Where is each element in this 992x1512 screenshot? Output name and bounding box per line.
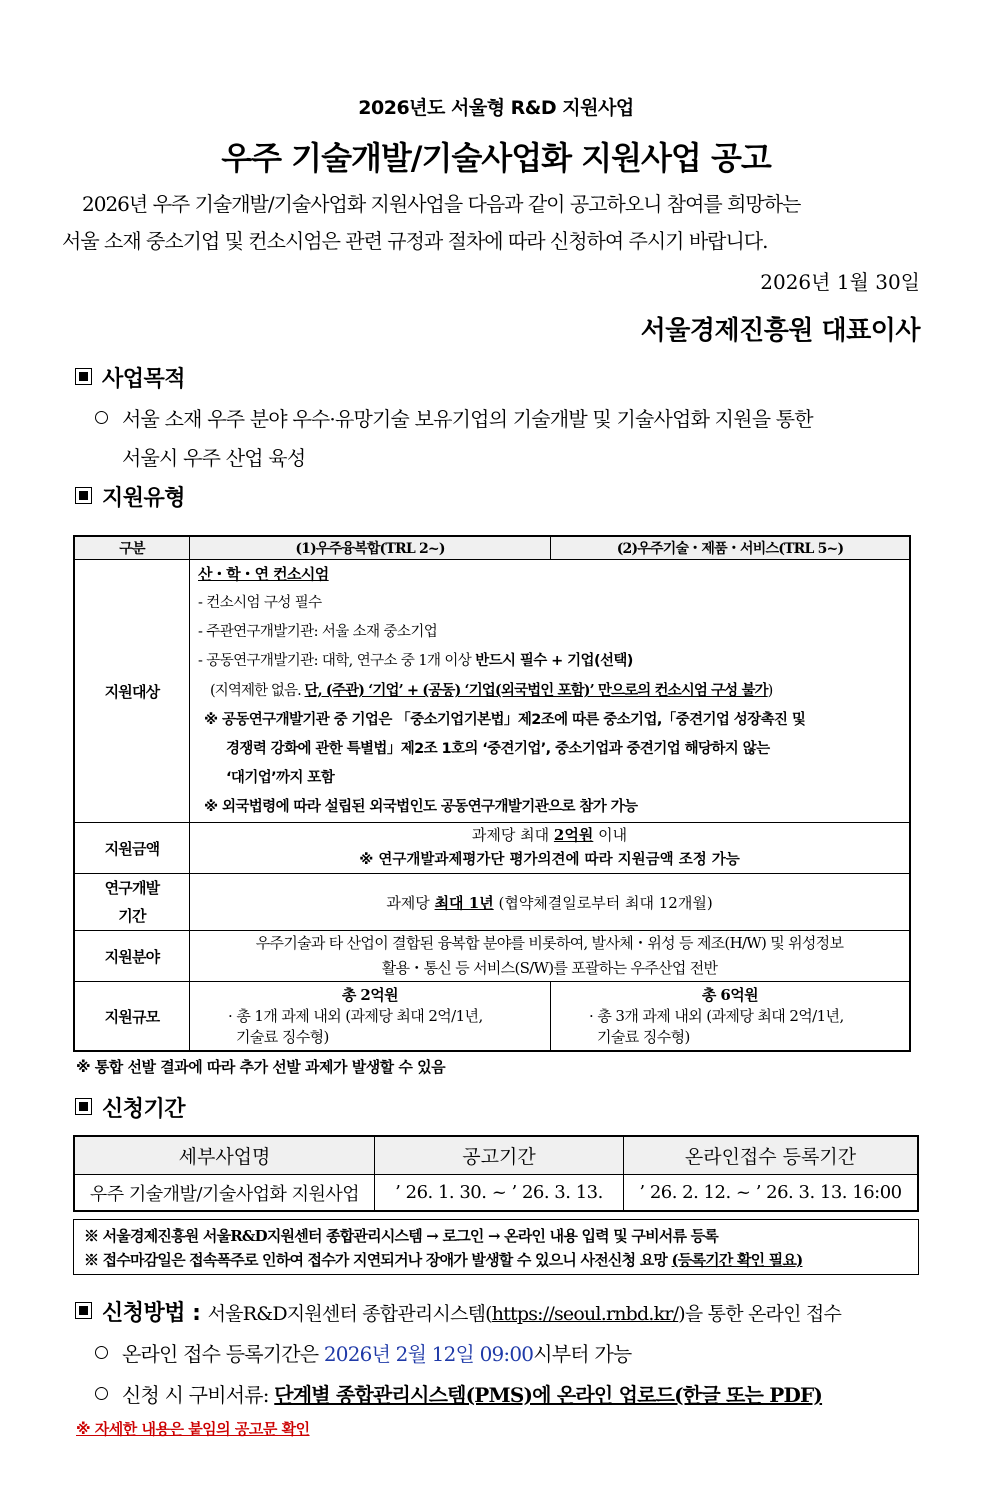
scale-detail: 기술료 징수형): [236, 1027, 329, 1046]
section-heading-purpose: 사업목적: [75, 362, 185, 393]
apply-method: 서울R&D지원센터 종합관리시스템(https://seoul.rnbd.kr/)을 통한 온라인 접수: [207, 1303, 841, 1325]
table-cell: ’ 26. 2. 12. ~ ’ 26. 3. 13. 16:00: [624, 1175, 919, 1212]
target-note-1-cont: 경쟁력 강화에 관한 특별법」제2조 1호의 ‘중견기업’, 중소기업과 중견기업 해당하지 않는: [226, 741, 770, 757]
circle-bullet-icon: [95, 411, 108, 424]
table-header-cell: 공고기간: [375, 1136, 624, 1175]
field-line: 우주기술과 타 산업이 결합된 융복합 분야를 비롯하여, 발사체・위성 등 제조(H/W) 및 위성정보: [255, 934, 844, 952]
target-note-1-cont: ‘대기업’까지 포함: [226, 770, 335, 786]
circle-bullet-icon: [95, 1346, 108, 1359]
amount-cell: [190, 823, 911, 874]
scale-detail: 기술료 징수형): [597, 1027, 690, 1046]
row-label: 지원금액: [74, 823, 190, 874]
table-row-target: [74, 560, 910, 823]
table-row-field: [74, 931, 910, 982]
field-line: 활용・통신 등 서비스(S/W)를 포괄하는 우주산업 전반: [381, 959, 718, 977]
period-note-2: ※ 접수마감일은 접속폭주로 인하여 접수가 지연되거나 장애가 발생할 수 있으니 사전신청 요망 (등록기간 확인 필요): [84, 1251, 803, 1269]
table-header-cell: (1)우주융복합(TRL 2~): [190, 536, 551, 560]
amount-note: ※ 연구개발과제평가단 평가의견에 따라 지원금액 조정 가능: [359, 852, 740, 868]
support-type-table: [73, 535, 911, 1052]
apply-item-1: 온라인 접수 등록기간은 2026년 2월 12일 09:00시부터 가능: [95, 1338, 631, 1367]
period-note-box: [73, 1219, 919, 1275]
table-cell: 우주 기술개발/기술사업화 지원사업: [74, 1175, 375, 1212]
purpose-item-cont: 서울시 우주 산업 육성: [122, 446, 306, 470]
table-header-row: [74, 536, 910, 560]
scale-title: 총 2억원: [341, 985, 399, 1004]
target-note-2: ※ 외국법령에 따라 설립된 외국법인도 공동연구개발기관으로 참가 가능: [204, 799, 638, 815]
table-cell: ’ 26. 1. 30. ~ ’ 26. 3. 13.: [375, 1175, 624, 1212]
table-header-cell: 온라인접수 등록기간: [624, 1136, 919, 1175]
table-row-period: [74, 874, 910, 931]
organization-signature: 서울경제진흥원 대표이사: [640, 316, 920, 346]
square-bullet-icon: [75, 368, 92, 385]
section-heading-period: 신청기간: [75, 1092, 185, 1123]
scale-cell-1: [190, 982, 551, 1052]
square-bullet-icon: [75, 1302, 92, 1319]
table-header-row: [74, 1136, 918, 1175]
pms-link[interactable]: https://seoul.rnbd.kr/: [491, 1303, 679, 1325]
row-label: 지원분야: [74, 931, 190, 982]
apply-item-2: 신청 시 구비서류: 단계별 종합관리시스템(PMS)에 온라인 업로드(한글 또는 PDF): [95, 1379, 822, 1408]
table-row-amount: [74, 823, 910, 874]
period-cell: 과제당 최대 1년 (협약체결일로부터 최대 12개월): [190, 874, 911, 931]
application-period-table: [73, 1135, 919, 1212]
field-cell: [190, 931, 911, 982]
support-type-footnote: ※ 통합 선발 결과에 따라 추가 선발 과제가 발생할 수 있음: [76, 1058, 446, 1076]
announcement-date: 2026년 1월 30일: [760, 270, 920, 294]
square-bullet-icon: [75, 1098, 92, 1115]
table-row-scale: [74, 982, 910, 1052]
intro-line-1: 2026년 우주 기술개발/기술사업화 지원사업을 다음과 같이 공고하오니 참여를 희망하는: [82, 192, 801, 216]
target-item: - 컨소시엄 구성 필수: [198, 595, 322, 611]
target-item: - 공동연구개발기관: 대학, 연구소 중 1개 이상 반드시 필수 + 기업(선택): [198, 653, 633, 669]
row-label: 지원대상: [74, 560, 190, 823]
scale-cell-2: [551, 982, 911, 1052]
scale-detail: · 총 3개 과제 내외 (과제당 최대 2억/1년,: [589, 1006, 844, 1025]
table-header-cell: 세부사업명: [74, 1136, 375, 1175]
target-title: 산・학・연 컨소시엄: [198, 565, 329, 583]
page-title: 우주 기술개발/기술사업화 지원사업 공고: [221, 139, 771, 177]
purpose-item: 서울 소재 우주 분야 우수·유망기술 보유기업의 기술개발 및 기술사업화 지원을 통한: [95, 403, 813, 432]
row-label: 연구개발 기간: [74, 874, 190, 931]
scale-detail: · 총 1개 과제 내외 (과제당 최대 2억/1년,: [228, 1006, 483, 1025]
circle-bullet-icon: [95, 1387, 108, 1400]
target-region-note: (지역제한 없음. 단, (주관) ‘기업’ + (공동) ‘기업(외국법인 포함)’ 만으로의 컨소시엄 구성 불가): [210, 682, 773, 699]
table-row: [74, 1175, 918, 1212]
intro-paragraph: [62, 186, 920, 260]
final-note: ※ 자세한 내용은 붙임의 공고문 확인: [76, 1420, 310, 1438]
square-bullet-icon: [75, 487, 92, 504]
period-note-1: ※ 서울경제진흥원 서울R&D지원센터 종합관리시스템 → 로그인 → 온라인 내용 입력 및 구비서류 등록: [84, 1227, 718, 1245]
supertitle: 2026년도 서울형 R&D 지원사업: [358, 97, 634, 119]
table-header-cell: 구분: [74, 536, 190, 560]
section-heading-apply: 신청방법 : 서울R&D지원센터 종합관리시스템(https://seoul.rnbd.kr/)을 통한 온라인 접수: [75, 1296, 841, 1327]
intro-line-2: 서울 소재 중소기업 및 컨소시엄은 관련 규정과 절차에 따라 신청하여 주시기 바랍니다.: [62, 229, 768, 253]
scale-title: 총 6억원: [701, 985, 759, 1004]
row-label: 지원규모: [74, 982, 190, 1052]
target-note-1: ※ 공동연구개발기관 중 기업은 「중소기업기본법」제2조에 따른 중소기업,「중견기업 성장촉진 및: [204, 712, 806, 728]
table-header-cell: (2)우주기술・제품・서비스(TRL 5~): [551, 536, 911, 560]
target-cell: [190, 560, 911, 823]
amount-line: 과제당 최대 2억원 이내: [471, 826, 628, 844]
section-heading-support-type: 지원유형: [75, 481, 185, 512]
target-item: - 주관연구개발기관: 서울 소재 중소기업: [198, 624, 438, 640]
